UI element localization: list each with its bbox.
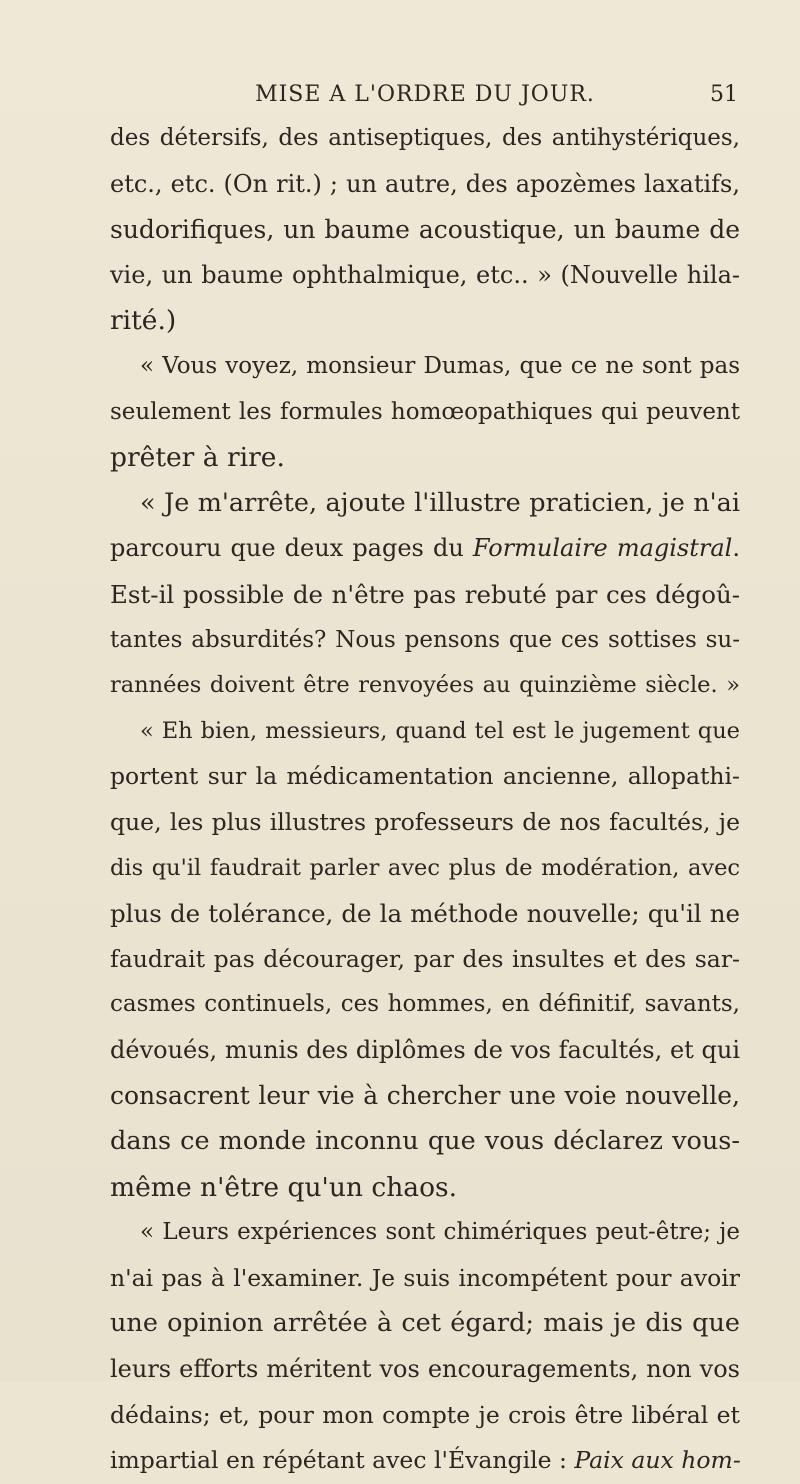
text-line: leurs efforts méritent vos encouragements, non vos <box>110 1355 740 1384</box>
italic-title: Formulaire magistral <box>472 534 733 563</box>
text-line: parcouru que deux pages du Formulaire magistral. <box>110 534 740 563</box>
page-number: 51 <box>710 82 738 107</box>
running-title: MISE A L'ORDRE DU JOUR. <box>255 82 595 107</box>
text-line: rannées doivent être renvoyées au quinzième siècle. » <box>110 672 740 699</box>
text-line: seulement les formules homœopathiques qui peuvent <box>110 398 740 425</box>
text-line: impartial en répétant avec l'Évangile : Paix aux hom- <box>110 1446 741 1475</box>
body-text <box>110 116 740 1484</box>
text-line: vie, un baume ophthalmique, etc.. » (Nouvelle hila- <box>110 260 740 289</box>
text-line: portent sur la médicamentation ancienne, allopathi- <box>110 762 740 791</box>
text-line: plus de tolérance, de la méthode nouvelle; qu'il ne <box>110 899 740 929</box>
text-line: tantes absurdités? Nous pensons que ces sottises su- <box>110 626 740 653</box>
text-line: que, les plus illustres professeurs de nos facultés, je <box>110 807 740 836</box>
text-line: dédains; et, pour mon compte je crois être libéral et <box>110 1400 740 1429</box>
text-line: « Eh bien, messieurs, quand tel est le jugement que <box>140 717 740 744</box>
text-line: même n'être qu'un chaos. <box>110 1171 458 1203</box>
text-line: dans ce monde inconnu que vous déclarez vous- <box>110 1126 740 1157</box>
text-line: casmes continuels, ces hommes, en définitif, savants, <box>110 991 740 1018</box>
text-line: rité.) <box>110 305 177 337</box>
italic-quote: Paix aux hom- <box>574 1446 741 1475</box>
text-line: dis qu'il faudrait parler avec plus de modération, avec <box>110 854 740 881</box>
text-line: etc., etc. (On rit.) ; un autre, des apozèmes laxatifs, <box>110 169 740 198</box>
page-header <box>110 78 740 114</box>
text-line: sudorifiques, un baume acoustique, un baume de <box>110 215 740 245</box>
text-line: prêter à rire. <box>110 442 285 474</box>
text-line: une opinion arrêtée à cet égard; mais je dis que <box>110 1308 740 1339</box>
text-line: « Leurs expériences sont chimériques peut-être; je <box>140 1219 740 1246</box>
text-line: faudrait pas décourager, par des insultes et des sar- <box>110 944 740 973</box>
text-line: dévoués, munis des diplômes de vos facultés, et qui <box>110 1035 740 1064</box>
text-line: « Vous voyez, monsieur Dumas, que ce ne sont pas <box>140 352 740 379</box>
text-line: Est-il possible de n'être pas rebuté par ces dégoû- <box>110 579 740 609</box>
text-line: « Je m'arrête, ajoute l'illustre praticien, je n'ai <box>140 487 740 518</box>
text-line: consacrent leur vie à chercher une voie nouvelle, <box>110 1081 740 1111</box>
text-line: des détersifs, des antiseptiques, des antihystériques, <box>110 125 740 151</box>
text-line: n'ai pas à l'examiner. Je suis incompétent pour avoir <box>110 1263 740 1292</box>
